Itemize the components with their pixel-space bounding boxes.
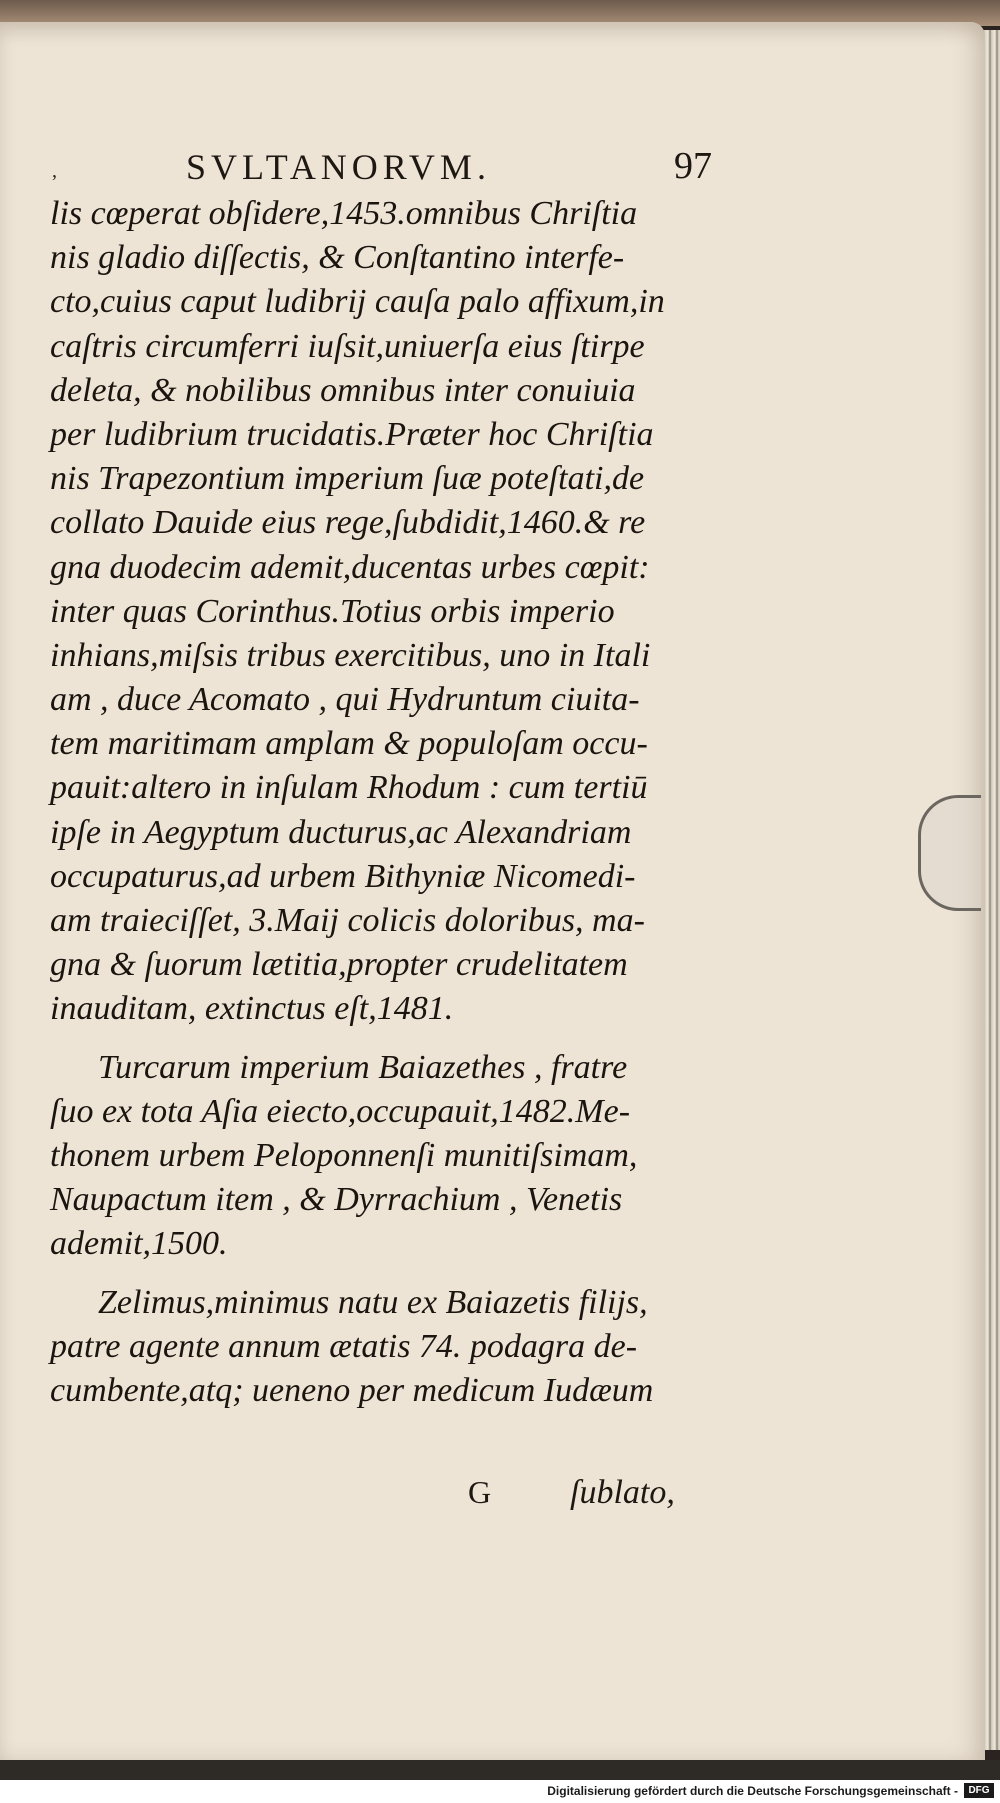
- signature-mark: G: [468, 1474, 492, 1510]
- text-line: Turcarum imperium Baiazethes , fratre: [98, 1048, 628, 1086]
- paragraph-gap: [50, 1032, 715, 1046]
- catchword: ſublato,: [570, 1474, 675, 1511]
- text-line: per ludibrium trucidatis.Præter hoc Chriſtia: [50, 415, 654, 453]
- paragraph-gap: [50, 1267, 715, 1281]
- page-clip: [918, 795, 981, 911]
- text-line: thonem urbem Peloponnenſi munitiſsimam,: [50, 1136, 638, 1174]
- text-line: patre agente annum ætatis 74. podagra de-: [50, 1327, 638, 1365]
- text-line: nis gladio diſſectis, & Conſtantino interfe-: [50, 239, 625, 277]
- text-line: gna duodecim ademit,ducentas urbes cœpit:: [50, 548, 650, 586]
- text-line: am , duce Acomato , qui Hydruntum ciuita-: [50, 681, 640, 719]
- text-line: deleta, & nobilibus omnibus inter conuiuia: [50, 371, 636, 409]
- text-line: gna & ſuorum lætitia,propter crudelitatem: [50, 946, 628, 984]
- text-line: collato Dauide eius rege,ſubdidit,1460.& re: [50, 504, 646, 542]
- text-line: Zelimus,minimus natu ex Baiazetis filijs,: [98, 1283, 648, 1321]
- book-bottom-edge: [0, 1760, 1000, 1780]
- text-line: ipſe in Aegyptum ducturus,ac Alexandriam: [50, 813, 632, 851]
- text-line: tem maritimam amplam & populoſam occu-: [50, 725, 648, 763]
- running-title: SVLTANORVM.: [186, 147, 491, 187]
- text-line: inter quas Corinthus.Totius orbis imperio: [50, 592, 615, 630]
- text-line: cto,cuius caput ludibrij cauſa palo affixum,in: [50, 283, 665, 321]
- text-line: caſtris circumferri iuſsit,uniuerſa eius ſtirpe: [50, 327, 645, 365]
- body-text: [50, 192, 715, 1413]
- page-number: 97: [674, 145, 712, 187]
- book-page: [0, 22, 985, 1760]
- text-line: ſuo ex tota Aſia eiecto,occupauit,1482.Me-: [50, 1092, 631, 1130]
- text-line: inauditam, extinctus eſt,1481.: [50, 990, 454, 1028]
- credit-bar: [0, 1780, 1000, 1803]
- running-head: [52, 142, 712, 192]
- text-line: am traieciſſet, 3.Maij colicis doloribus, ma-: [50, 902, 645, 939]
- text-line: ademit,1500.: [50, 1225, 228, 1263]
- text-line: Naupactum item , & Dyrrachium , Venetis: [50, 1181, 623, 1219]
- dfg-logo-icon: DFG: [964, 1783, 994, 1798]
- text-line: pauit:altero in inſulam Rhodum : cum tertiū: [50, 769, 648, 807]
- header-mark: ,: [52, 160, 57, 182]
- page-footer: [468, 1474, 718, 1520]
- text-line: lis cœperat obſidere,1453.omnibus Chriſtia: [50, 195, 638, 232]
- text-line: occupaturus,ad urbem Bithyniæ Nicomedi-: [50, 857, 636, 895]
- credit-text: Digitalisierung gefördert durch die Deutsche Forschungsgemeinschaft -: [547, 1784, 958, 1798]
- text-line: inhians,miſsis tribus exercitibus, uno in Itali: [50, 636, 651, 674]
- text-line: nis Trapezontium imperium ſuæ poteſtati,de: [50, 460, 645, 498]
- text-line: cumbente,atq; ueneno per medicum Iudæum: [50, 1371, 654, 1409]
